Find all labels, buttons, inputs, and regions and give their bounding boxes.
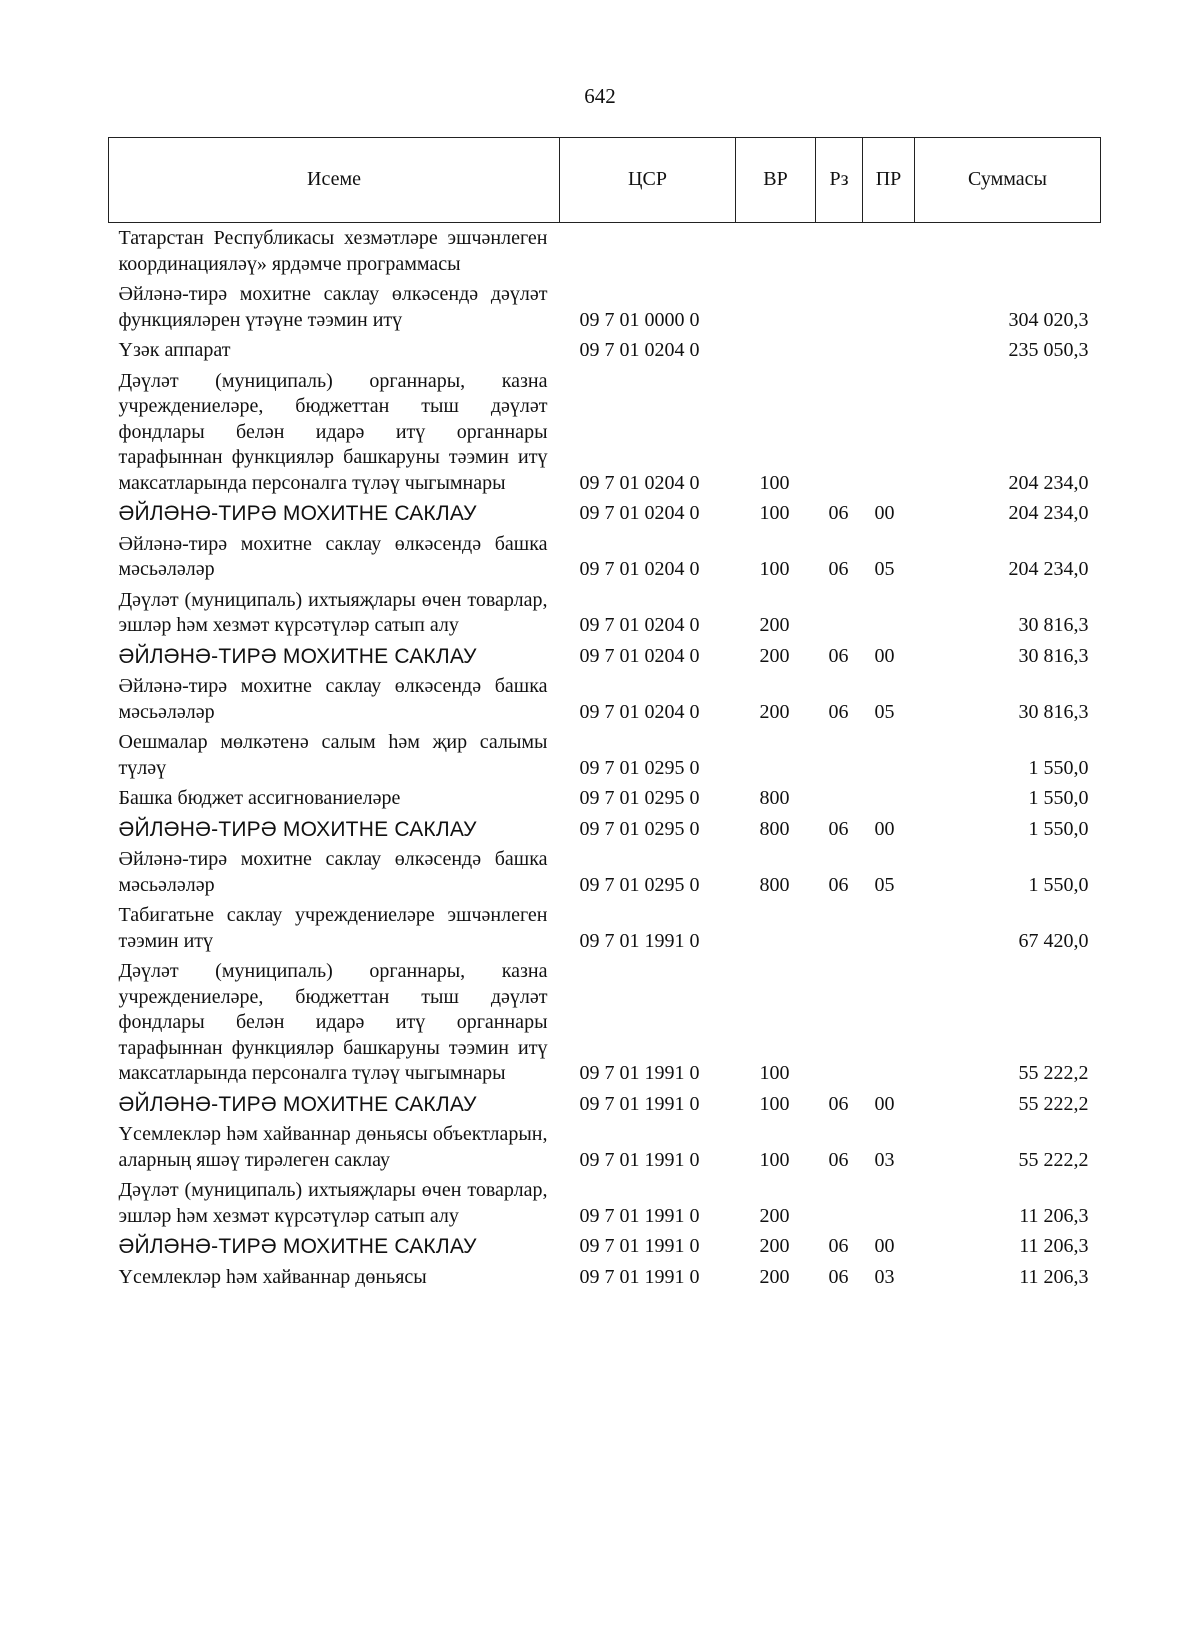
cell-sum: 30 816,3	[1018, 614, 1089, 636]
cell-rz	[816, 335, 863, 366]
header-pr: ПР	[863, 138, 915, 223]
cell-name: Дәүләт (муниципаль) ихтыяҗлары өчен товарлар, эшләр һәм хезмәт күрсәтүләр сатып алу	[118, 588, 548, 636]
cell-sum: 55 222,2	[1018, 1062, 1089, 1084]
cell-pr: 05	[874, 558, 895, 580]
table-row	[109, 814, 1101, 845]
cell-rz	[816, 956, 863, 1089]
table-row	[109, 335, 1101, 366]
table-header-row	[109, 138, 1101, 223]
cell-vr	[736, 900, 816, 956]
cell-name: Үсемлекләр һәм хайваннар дөньясы объектларын, аларның яшәү тирәлеген саклау	[118, 1123, 548, 1171]
cell-csr: 09 7 01 1991 0	[579, 1148, 700, 1171]
cell-sum: 1 550,0	[1028, 787, 1089, 809]
cell-rz	[816, 783, 863, 814]
cell-pr: 00	[874, 817, 895, 840]
cell-name: Әйләнә-тирә мохитне саклау өлкәсендә башка мәсьәләләр	[118, 532, 548, 580]
cell-name: ӘЙЛӘНӘ-ТИРӘ МОХИТНЕ САКЛАУ	[118, 817, 477, 841]
table-row	[109, 1119, 1101, 1175]
cell-rz	[816, 900, 863, 956]
table-row	[109, 1175, 1101, 1231]
cell-name: ӘЙЛӘНӘ-ТИРӘ МОХИТНЕ САКЛАУ	[118, 502, 477, 525]
table-row	[109, 279, 1101, 335]
cell-vr	[736, 279, 816, 335]
cell-sum: 1 550,0	[1028, 873, 1089, 896]
header-name: Исеме	[109, 138, 560, 223]
cell-rz: 06	[828, 817, 849, 840]
cell-vr	[736, 335, 816, 366]
cell-sum: 204 234,0	[1008, 502, 1089, 524]
cell-pr	[863, 366, 915, 499]
cell-vr: 200	[759, 1235, 790, 1257]
cell-rz	[816, 727, 863, 783]
cell-name: ӘЙЛӘНӘ-ТИРӘ МОХИТНЕ САКЛАУ	[118, 644, 477, 668]
cell-sum: 11 206,3	[1019, 1204, 1089, 1227]
header-csr: ЦСР	[560, 138, 736, 223]
cell-name: Башка бюджет ассигнованиеләре	[118, 787, 401, 809]
cell-csr: 09 7 01 1991 0	[579, 1265, 700, 1288]
cell-csr: 09 7 01 1991 0	[579, 1092, 700, 1115]
cell-sum: 204 234,0	[1008, 471, 1089, 494]
cell-csr: 09 7 01 0295 0	[579, 787, 700, 809]
cell-vr: 800	[759, 873, 790, 896]
cell-name: Табигатьне саклау учреждениеләре эшчәнлеген тәэмин итү	[118, 904, 548, 952]
cell-rz: 06	[828, 644, 849, 667]
cell-rz	[816, 1175, 863, 1231]
cell-pr: 05	[874, 700, 895, 723]
cell-vr: 100	[759, 1148, 790, 1171]
cell-vr: 100	[759, 1062, 790, 1084]
cell-name: Дәүләт (муниципаль) органнары, казна учреждениеләре, бюджеттан тыш дәүләт фондлары белән идарә итү органнары тарафыннан функцияләр башкаруны тәэмин итү максатларында персоналга түләү чыгымнары	[118, 369, 548, 494]
cell-vr: 100	[759, 558, 790, 580]
cell-sum: 11 206,3	[1019, 1265, 1089, 1288]
cell-csr: 09 7 01 0204 0	[579, 644, 700, 667]
cell-vr: 800	[759, 787, 790, 809]
cell-csr: 09 7 01 0204 0	[579, 339, 700, 361]
cell-sum: 67 420,0	[1018, 929, 1089, 952]
table-row	[109, 529, 1101, 585]
cell-csr: 09 7 01 1991 0	[579, 1204, 700, 1227]
cell-pr: 03	[874, 1265, 895, 1288]
cell-name: Дәүләт (муниципаль) ихтыяҗлары өчен товарлар, эшләр һәм хезмәт күрсәтүләр сатып алу	[118, 1179, 548, 1227]
cell-rz: 06	[828, 700, 849, 723]
header-sum: Суммасы	[915, 138, 1101, 223]
table-row	[109, 223, 1101, 280]
table-row	[109, 783, 1101, 814]
cell-pr	[863, 335, 915, 366]
cell-pr: 03	[874, 1148, 895, 1171]
table-row	[109, 900, 1101, 956]
cell-vr	[736, 727, 816, 783]
cell-csr: 09 7 01 1991 0	[579, 1235, 700, 1257]
cell-sum: 235 050,3	[1008, 339, 1089, 361]
cell-pr: 00	[874, 1235, 895, 1257]
cell-csr	[560, 223, 736, 280]
table-row	[109, 1089, 1101, 1120]
header-vr: ВР	[736, 138, 816, 223]
cell-pr: 00	[874, 644, 895, 667]
table-row	[109, 956, 1101, 1089]
table-row	[109, 585, 1101, 641]
cell-csr: 09 7 01 0000 0	[579, 308, 700, 331]
cell-rz: 06	[828, 1092, 849, 1115]
cell-vr: 100	[759, 502, 790, 524]
cell-csr: 09 7 01 1991 0	[579, 1062, 700, 1084]
budget-table	[108, 137, 1101, 1292]
cell-sum: 55 222,2	[1018, 1148, 1089, 1171]
cell-sum	[915, 223, 1101, 280]
cell-rz: 06	[828, 1148, 849, 1171]
cell-csr: 09 7 01 0204 0	[579, 471, 700, 494]
cell-rz	[816, 279, 863, 335]
table-row	[109, 1262, 1101, 1293]
cell-name: Оешмалар мөлкәтенә салым һәм җир салымы түләү	[118, 731, 548, 779]
cell-name: ӘЙЛӘНӘ-ТИРӘ МОХИТНЕ САКЛАУ	[118, 1092, 477, 1116]
cell-name: Әйләнә-тирә мохитне саклау өлкәсендә дәүләт функцияләрен үтәүне тәэмин итү	[118, 283, 548, 331]
cell-sum: 1 550,0	[1028, 756, 1089, 779]
cell-pr	[863, 727, 915, 783]
cell-csr: 09 7 01 0204 0	[579, 558, 700, 580]
cell-rz: 06	[828, 502, 849, 524]
cell-csr: 09 7 01 0204 0	[579, 502, 700, 524]
page-number: 642	[584, 84, 616, 108]
header-rz: Рз	[816, 138, 863, 223]
cell-rz	[816, 366, 863, 499]
cell-sum: 55 222,2	[1018, 1092, 1089, 1115]
cell-vr: 800	[759, 817, 790, 840]
cell-pr	[863, 783, 915, 814]
table-body	[109, 223, 1101, 1293]
cell-pr: 05	[874, 873, 895, 896]
cell-pr: 00	[874, 502, 895, 524]
cell-sum: 30 816,3	[1018, 700, 1089, 723]
table-row	[109, 1231, 1101, 1262]
cell-pr	[863, 223, 915, 280]
cell-rz: 06	[828, 873, 849, 896]
cell-sum: 304 020,3	[1008, 308, 1089, 331]
cell-vr	[736, 223, 816, 280]
cell-sum: 30 816,3	[1018, 644, 1089, 667]
cell-name: Әйләнә-тирә мохитне саклау өлкәсендә башка мәсьәләләр	[118, 848, 548, 896]
cell-csr: 09 7 01 1991 0	[579, 929, 700, 952]
cell-pr: 00	[874, 1092, 895, 1115]
cell-vr: 200	[759, 1265, 790, 1288]
cell-sum: 11 206,3	[1019, 1235, 1089, 1257]
cell-name: Дәүләт (муниципаль) органнары, казна учреждениеләре, бюджеттан тыш дәүләт фондлары белән идарә итү органнары тарафыннан функцияләр башкаруны тәэмин итү максатларында персоналга түләү чыгымнары	[118, 960, 548, 1084]
cell-rz	[816, 223, 863, 280]
cell-sum: 204 234,0	[1008, 558, 1089, 580]
cell-rz: 06	[828, 1235, 849, 1257]
cell-name: Татарстан Республикасы хезмәтләре эшчәнлеген координацияләү» ярдәмче программасы	[118, 227, 548, 275]
cell-rz: 06	[828, 1265, 849, 1288]
cell-vr: 100	[759, 1092, 790, 1115]
cell-vr: 200	[759, 614, 790, 636]
table-row	[109, 671, 1101, 727]
cell-vr: 200	[759, 700, 790, 723]
cell-csr: 09 7 01 0204 0	[579, 614, 700, 636]
cell-name: Үзәк аппарат	[118, 339, 231, 361]
cell-csr: 09 7 01 0295 0	[579, 873, 700, 896]
cell-pr	[863, 585, 915, 641]
cell-name: ӘЙЛӘНӘ-ТИРӘ МОХИТНЕ САКЛАУ	[118, 1235, 477, 1258]
cell-pr	[863, 956, 915, 1089]
cell-csr: 09 7 01 0295 0	[579, 756, 700, 779]
table-row	[109, 498, 1101, 529]
cell-csr: 09 7 01 0204 0	[579, 700, 700, 723]
cell-vr: 200	[759, 644, 790, 667]
cell-pr	[863, 900, 915, 956]
cell-name: Үсемлекләр һәм хайваннар дөньясы	[118, 1265, 427, 1288]
cell-rz: 06	[828, 558, 849, 580]
cell-vr: 200	[759, 1204, 790, 1227]
cell-sum: 1 550,0	[1028, 817, 1089, 840]
cell-pr	[863, 279, 915, 335]
cell-rz	[816, 585, 863, 641]
cell-vr: 100	[759, 471, 790, 494]
cell-name: Әйләнә-тирә мохитне саклау өлкәсендә башка мәсьәләләр	[118, 675, 548, 723]
cell-csr: 09 7 01 0295 0	[579, 817, 700, 840]
table-row	[109, 366, 1101, 499]
table-row	[109, 641, 1101, 672]
table-row	[109, 844, 1101, 900]
table-row	[109, 727, 1101, 783]
cell-pr	[863, 1175, 915, 1231]
